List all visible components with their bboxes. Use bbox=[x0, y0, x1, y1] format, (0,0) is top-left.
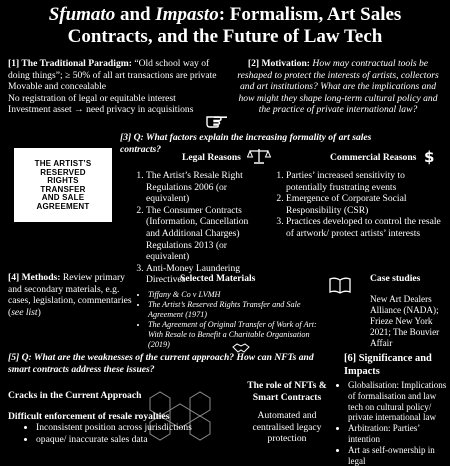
legal-reason-item: 3. Anti-Money Laundering Directives bbox=[146, 263, 252, 286]
pointing-hand-icon bbox=[206, 112, 228, 128]
commercial-reasons-list bbox=[266, 170, 444, 240]
commercial-reason-item: 2. Emergence of Corporate Social Responsibility (CSR) bbox=[286, 193, 444, 216]
cracks-title: Cracks in the Current Approach bbox=[8, 390, 142, 401]
poster-line: THE ARTIST’S bbox=[34, 159, 92, 168]
legal-reason-item: 2. The Consumer Contracts (Information, Cancellation and Additional Charges) Regulations 2013 (or equivalent) bbox=[146, 205, 252, 263]
section-traditional-paradigm bbox=[8, 58, 230, 116]
section-methods bbox=[8, 272, 134, 318]
poster-line: AGREEMENT bbox=[36, 201, 90, 211]
poster-title bbox=[0, 4, 450, 48]
section4-see-list: see list bbox=[11, 306, 38, 318]
poster-line: TRANSFER bbox=[40, 184, 86, 194]
impact-bullet: • Globalisation: Implications of formalisation and law tech on cultural policy/ private international law bbox=[348, 380, 450, 423]
impact-bullet: • Arbitration: Parties’ intention bbox=[348, 423, 450, 445]
agreement-poster-image bbox=[14, 148, 112, 222]
section4-text-a: Review primary and secondary materials, e.g. cases, legislation, commentaries ( bbox=[8, 272, 132, 318]
commercial-reasons-title: Commercial Reasons bbox=[330, 152, 417, 163]
poster-line: RESERVED bbox=[40, 167, 86, 177]
section6-heading: [6] Significance and Impacts bbox=[344, 353, 432, 377]
section1-line: Investment asset → need privacy in acquisitions bbox=[8, 104, 194, 116]
commercial-reason-item: 1. Parties’ increased sensitivity to potentially frustrating events bbox=[286, 170, 444, 193]
selected-materials-title: Selected Materials bbox=[180, 273, 256, 284]
section1-intro bbox=[8, 58, 230, 81]
material-item: • The Agreement of Original Transfer of Work of Art: With Resale to Benefit a Charitable Organisation (2019) bbox=[148, 320, 330, 350]
hexagon-network-icon bbox=[130, 388, 230, 453]
commercial-reason-item: 3. Practices developed to control the resale of artwork/ protect artists’ interests bbox=[286, 216, 444, 239]
section1-heading: [1] The Traditional Paradigm: bbox=[8, 58, 132, 69]
title-impasto: Impasto bbox=[155, 4, 219, 25]
section1-line: Movable and concealable bbox=[8, 81, 107, 93]
section3-heading: [3] Q: What factors explain the increasing formality of art sales contracts? bbox=[120, 132, 372, 155]
scales-icon bbox=[247, 148, 271, 164]
section1-line: No registration of legal or equitable interest bbox=[8, 92, 176, 104]
handshake-icon bbox=[232, 342, 250, 354]
difficult-enforcement: Difficult enforcement of resale royalties bbox=[8, 411, 170, 422]
dollar-icon: $ bbox=[424, 148, 435, 166]
section4-text-b: ) bbox=[37, 306, 41, 318]
legal-reasons-title: Legal Reasons bbox=[182, 152, 241, 163]
title-sfumato: Sfumato bbox=[48, 4, 116, 25]
nft-text: Automated and centralised legacy protection bbox=[252, 410, 322, 445]
legal-reason-item: 1. The Artist’s Resale Right Regulations 2006 (or equivalent) bbox=[146, 170, 252, 205]
section1-quote: “Old school way of doing things”; ≥ 50% of all art transactions are private bbox=[8, 58, 217, 81]
crack-bullet: • Inconsistent position across jurisdictions bbox=[36, 422, 232, 434]
impact-bullet: • Art as self-ownership in legal bbox=[348, 445, 450, 466]
nft-title: The role of NFTs & Smart Contracts bbox=[247, 380, 327, 403]
section6-bullets bbox=[334, 380, 450, 466]
material-item: • Tiffany & Co v LVMH bbox=[148, 290, 330, 300]
title-and: and bbox=[115, 4, 156, 25]
section5-heading: [5] Q: What are the weaknesses of the current approach? How can NFTs and smart contracts address these issues? bbox=[8, 352, 314, 375]
title-line2: Contracts, and the Future of Law Tech bbox=[67, 26, 383, 47]
section2-heading: [2] Motivation: bbox=[247, 58, 311, 69]
section2-text: How may contractual tools be reshaped to protect the interests of artists, collectors and art institutions? What are the implications and how might they shape long-term cultural policy and the practice of private international law? bbox=[237, 58, 439, 116]
case-studies-title: Case studies bbox=[370, 273, 421, 284]
selected-materials-list bbox=[134, 290, 330, 350]
poster-line: AND SALE bbox=[41, 193, 85, 203]
book-icon bbox=[329, 277, 351, 295]
material-item: • The Artist’s Reserved Rights Transfer and Sale Agreement (1971) bbox=[148, 300, 330, 320]
crack-bullet: • opaque/ inaccurate sales data bbox=[36, 434, 232, 446]
legal-reasons-list bbox=[126, 170, 252, 286]
section-motivation bbox=[232, 58, 444, 116]
poster-line: RIGHTS bbox=[47, 176, 79, 186]
section4-heading: [4] Methods: bbox=[8, 272, 61, 283]
title-rest: : Formalism, Art Sales bbox=[218, 4, 402, 25]
case-studies-text: New Art Dealers Alliance (NADA); Frieze New York 2021; The Bouvier Affair bbox=[370, 294, 440, 348]
